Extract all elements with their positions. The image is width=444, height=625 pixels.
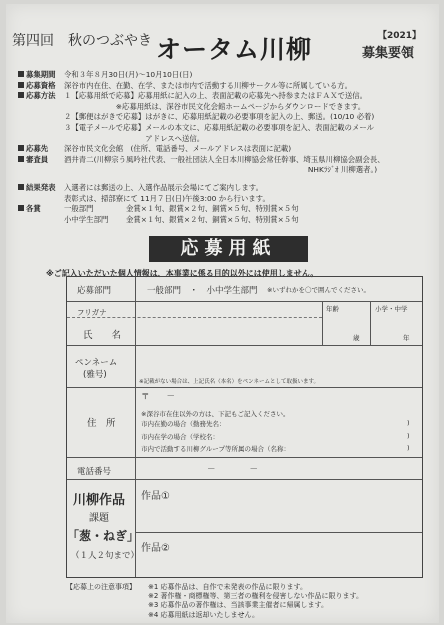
flyer-page: [6, 4, 439, 623]
group-field[interactable]: [307, 443, 405, 453]
page-title: オータム川柳: [156, 35, 313, 64]
header-year: 【2021】: [378, 31, 422, 41]
phone-field[interactable]: [137, 460, 420, 477]
square-bullet-icon: [18, 184, 24, 190]
square-bullet-icon: [18, 82, 24, 88]
square-bullet-icon: [18, 92, 24, 98]
division-options[interactable]: 一般部門 ・ 小中学生部門: [147, 286, 258, 296]
footer-note: ※1 応募作品は、自作で未発表の作品に限ります。: [148, 583, 307, 591]
entry-1-field[interactable]: [137, 481, 420, 530]
square-bullet-icon: [18, 71, 24, 77]
theme-label: 課題: [89, 513, 109, 524]
age-field[interactable]: [324, 313, 368, 331]
name-field[interactable]: [137, 319, 319, 343]
group-close: ): [407, 444, 410, 452]
works-title: 川柳作品: [73, 493, 126, 508]
grade-field[interactable]: [372, 313, 420, 331]
form-banner: 応募用紙: [149, 236, 308, 262]
square-bullet-icon: [18, 205, 24, 211]
phone-dashes: － －: [207, 465, 259, 475]
footer-note: ※3 応募作品の著作権は、当該事業主催者に帰属します。: [148, 601, 328, 610]
school-field[interactable]: [227, 431, 405, 441]
group-label: 市内で活動する川柳グループ等所属の場合（名称：: [141, 445, 290, 453]
age-label: 年齢: [326, 305, 339, 313]
rule-destination: 応募先 深谷市民文化会館 (住所、電話番号、メールアドレスは表面に記載): [18, 144, 433, 155]
postal-mark: 〒 －: [141, 392, 176, 402]
grade-unit: 年: [403, 334, 410, 342]
division-hint: ※いずれかを〇で囲んでください。: [267, 286, 370, 294]
work-field[interactable]: [227, 418, 405, 428]
entry-form: [66, 276, 423, 578]
entry-limit: （１人２句まで）: [71, 551, 140, 561]
pen-name-hint: ※記載がない場合は、上記氏名（本名）をペンネームとして取扱います。: [139, 379, 320, 385]
phone-label: 電話番号: [77, 467, 112, 477]
pen-name-field[interactable]: [137, 347, 420, 375]
pen-name-label: ペンネーム: [75, 358, 118, 368]
prize-row: 一般部門 金賞×１句、銀賞×２句、銅賞×５句、特別賞×５句: [64, 204, 299, 214]
entry-1-label: 作品①: [141, 491, 170, 502]
work-close: ): [407, 419, 410, 427]
prize-row: 小中学生部門 金賞×１句、銀賞×２句、銅賞×５句、特別賞×５句: [64, 214, 299, 224]
age-unit: 歳: [353, 334, 360, 342]
division-label: 応募部門: [77, 286, 112, 296]
entry-2-label: 作品②: [141, 543, 170, 554]
rule-prizes: 各賞 一般部門 金賞×１句、銀賞×２句、銅賞×５句、特別賞×５句 小中学生部門 金賞×１句、銀賞×２句、銅賞×５句、特別賞×５句: [18, 204, 433, 225]
work-label: 市内在勤の場合（勤務先名：: [141, 420, 226, 428]
rule-period: 募集期間 令和３年８月30日(月)～10月10日(日): [18, 70, 433, 81]
rule-judge: 審査員 酒井青二(川柳宗う風吟社代表、一般社団法人全日本川柳協会常任幹事、埼玉県川柳協会副会長、 NHKﾗｼﾞｵ 川柳選者。): [18, 155, 433, 176]
grade-label: 小学・中学: [375, 305, 408, 313]
footer-notes: [66, 583, 363, 620]
rule-method: 応募方法 １【応募用紙で応募】応募用紙に記入の上、表面記載の応募先へ持参またはＦＡＸで送信。 ※応募用紙は、深谷市民文化会館ホームページからダウンロードできます。 ２【郵便はがきで応募】はがきに、応募用紙記載の必要事項を記入の上、郵送。(10/10 必着) ３【電子メールで応募】メールの本文に、応募用紙記載の必要事項を記入、表面記載のメール アドレスへ送信。: [18, 91, 433, 144]
footer-note: ※2 著作権・商標権等、第三者の権利を侵害しない作品に限ります。: [148, 592, 363, 601]
furigana-field[interactable]: [137, 303, 319, 316]
address-label: 住 所: [87, 418, 116, 429]
address-field[interactable]: [137, 389, 420, 409]
school-label: 市内在学の場合（学校名：: [141, 433, 219, 441]
name-label: 氏 名: [83, 330, 122, 341]
square-bullet-icon: [18, 145, 24, 151]
header-edition: 第四回 秋のつぶやき: [12, 33, 152, 49]
guidelines: [18, 70, 433, 225]
entry-2-field[interactable]: [137, 534, 420, 575]
rule-eligibility: 応募資格 深谷市内在住、在勤、在学、または市内で活動する川柳サークル等に所属している方。: [18, 81, 433, 92]
address-hint: ※深谷市在住以外の方は、下記もご記入ください。: [141, 410, 290, 418]
square-bullet-icon: [18, 156, 24, 162]
furigana-label: フリガナ: [77, 308, 107, 317]
footer-note: ※4 応募用紙は返却いたしません。: [148, 610, 259, 619]
privacy-notice: ※ご記入いただいた個人情報は、本事業に係る目的以外には使用しません。: [46, 269, 319, 278]
theme-value: 「葱・ねぎ」: [67, 529, 140, 543]
school-close: ): [407, 432, 410, 440]
pen-name-sub-label: (雅号): [83, 370, 107, 380]
rule-results: 結果発表 入選者には郵送の上、入選作品展示会場にてご案内します。 表彰式は、掃部寮にて 11月７日(日)午後3:00 から行います。: [18, 183, 433, 204]
footer-label: 【応募上の注意事項】: [66, 583, 136, 591]
header-subtitle: 募集要領: [362, 46, 415, 61]
